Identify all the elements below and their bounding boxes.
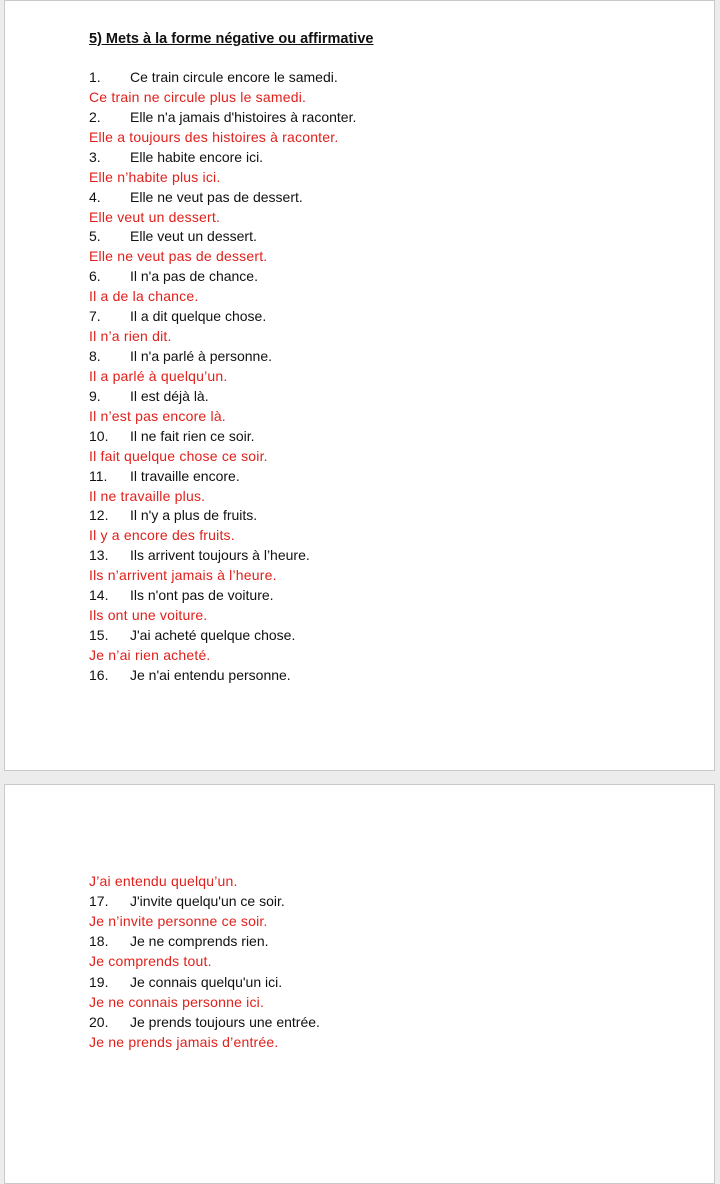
answer-sentence [89, 286, 198, 306]
exercise-sentence [89, 585, 274, 605]
answer-sentence [89, 207, 220, 227]
answer-text: Il ne travaille plus. [89, 487, 206, 504]
exercise-sentence [89, 147, 263, 167]
answer-text: Il n’est pas encore là. [89, 407, 226, 424]
answer-text: Je n’ai rien acheté. [89, 646, 211, 663]
sentence-text: J'ai acheté quelque chose. [130, 627, 296, 644]
item-number: 7. [89, 308, 101, 325]
item-number: 10. [89, 427, 109, 444]
item-number: 8. [89, 348, 101, 365]
document-page-2 [4, 784, 715, 1184]
sentence-text: Il n'y a plus de fruits. [130, 507, 258, 524]
exercise-sentence [89, 931, 269, 951]
sentence-text: J'invite quelqu'un ce soir. [130, 893, 285, 910]
item-number: 6. [89, 268, 101, 285]
exercise-sentence [89, 625, 295, 645]
item-number: 11. [89, 467, 108, 484]
answer-text: J’ai entendu quelqu’un. [89, 873, 238, 889]
sentence-text: Je connais quelqu'un ici. [130, 973, 283, 990]
answer-sentence [89, 1032, 278, 1052]
answer-sentence [89, 645, 211, 665]
sentence-text: Ils arrivent toujours à l’heure. [130, 547, 310, 564]
answer-sentence [89, 406, 226, 426]
answer-text: Il y a encore des fruits. [89, 527, 235, 544]
item-number: 15. [89, 627, 109, 644]
answer-sentence [89, 87, 306, 107]
sentence-text: Je ne comprends rien. [130, 933, 269, 950]
item-number: 16. [89, 666, 109, 683]
answer-text: Il n’a rien dit. [89, 328, 172, 345]
sentence-text: Elle veut un dessert. [130, 228, 257, 245]
answer-sentence [89, 486, 205, 506]
item-number: 14. [89, 587, 109, 604]
answer-sentence [89, 246, 267, 266]
item-number: 9. [89, 387, 101, 404]
answer-sentence [89, 446, 268, 466]
answer-text: Ce train ne circule plus le samedi. [89, 88, 307, 105]
sentence-text: Ils n'ont pas de voiture. [130, 587, 274, 604]
answer-sentence [89, 992, 264, 1012]
answer-text: Je comprends tout. [89, 953, 212, 970]
sentence-text: Elle habite encore ici. [130, 148, 264, 165]
exercise-sentence [89, 107, 356, 127]
sentence-text: Il a dit quelque chose. [130, 308, 267, 325]
exercise-sentence [89, 187, 303, 207]
sentence-text: Je prends toujours une entrée. [130, 1013, 320, 1030]
exercise-sentence [89, 346, 272, 366]
exercise-sentence [89, 466, 240, 486]
answer-sentence [89, 127, 338, 147]
exercise-sentence [89, 266, 258, 286]
exercise-sentence [89, 505, 257, 525]
item-number: 18. [89, 933, 109, 950]
answer-sentence [89, 366, 227, 386]
answer-text: Ils n’arrivent jamais à l’heure. [89, 567, 277, 584]
exercise-sentence [89, 386, 209, 406]
answer-text: Ils ont une voiture. [89, 607, 208, 624]
sentence-text: Il travaille encore. [130, 467, 240, 484]
sentence-text: Elle ne veut pas de dessert. [130, 188, 303, 205]
item-number: 12. [89, 507, 109, 524]
answer-sentence [89, 605, 207, 625]
item-number: 1. [89, 69, 101, 85]
answer-sentence [89, 911, 268, 931]
exercise-sentence [89, 545, 310, 565]
exercise-sentence [89, 891, 285, 911]
sentence-text: Il n'a parlé à personne. [130, 348, 272, 365]
item-number: 13. [89, 547, 109, 564]
exercise-sentence [89, 67, 338, 87]
sentence-text: Il n'a pas de chance. [130, 268, 258, 285]
sentence-text: Elle n'a jamais d'histoires à raconter. [130, 108, 357, 125]
item-number: 4. [89, 188, 101, 205]
sentence-text: Il ne fait rien ce soir. [130, 427, 255, 444]
item-number: 19. [89, 973, 109, 990]
item-number: 20. [89, 1013, 109, 1030]
answer-sentence [89, 951, 212, 971]
answer-text: Il fait quelque chose ce soir. [89, 447, 268, 464]
answer-text: Elle a toujours des histoires à raconter. [89, 128, 339, 145]
answer-text: Il a parlé à quelqu’un. [89, 367, 228, 384]
answer-text: Elle veut un dessert. [89, 208, 221, 225]
item-number: 17. [89, 893, 109, 910]
answer-text: Je ne connais personne ici. [89, 993, 265, 1010]
exercise-sentence [89, 972, 282, 992]
answer-sentence [89, 167, 220, 187]
exercise-sentence [89, 1012, 320, 1032]
answer-text: Je ne prends jamais d’entrée. [89, 1033, 279, 1050]
answer-text: Je n’invite personne ce soir. [89, 913, 268, 930]
document-page-1 [4, 0, 715, 771]
exercise-sentence [89, 226, 257, 246]
exercise-sentence [89, 426, 255, 446]
item-number: 3. [89, 148, 101, 165]
sentence-text: Je n'ai entendu personne. [130, 666, 291, 683]
answer-sentence [89, 565, 277, 585]
answer-sentence [89, 871, 238, 891]
sentence-text: Il est déjà là. [130, 387, 209, 404]
item-number: 5. [89, 228, 101, 245]
exercise-sentence [89, 306, 266, 326]
answer-text: Il a de la chance. [89, 288, 199, 305]
answer-sentence [89, 326, 172, 346]
answer-text: Elle n’habite plus ici. [89, 168, 221, 185]
exercise-title: 5) Mets à la forme négative ou affirmative [89, 31, 374, 47]
answer-text: Elle ne veut pas de dessert. [89, 248, 268, 265]
sentence-text: Ce train circule encore le samedi. [130, 69, 338, 85]
answer-sentence [89, 525, 235, 545]
exercise-sentence [89, 665, 291, 685]
item-number: 2. [89, 108, 101, 125]
